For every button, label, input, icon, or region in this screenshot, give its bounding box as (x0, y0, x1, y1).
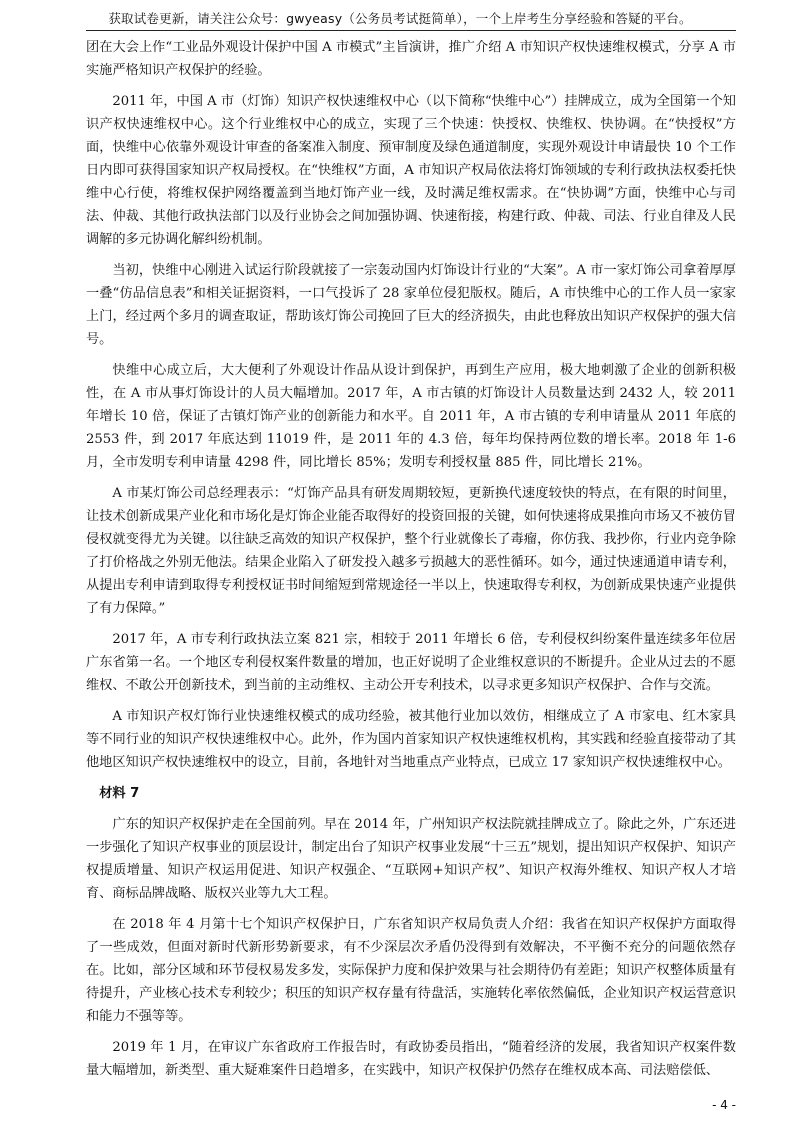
paragraph-3: 当初，快维中心刚进入试运行阶段就接了一宗轰动国内灯饰设计行业的“大案”。A 市一家灯饰公司拿着厚厚一叠“仿品信息表”和相关证据资料，一口气投诉了 28 家单位侵犯版权。随后，A 市快维中心的工作人员一家家上门，经过两个多月的调查取证，帮助该灯饰公司挽回了巨大的经济损失，由此也释放出知识产权保护的强大信号。 (86, 263, 736, 347)
paragraph-7: A 市知识产权灯饰行业快速维权模式的成功经验，被其他行业加以效仿，相继成立了 A 市家电、红木家具等不同行业的知识产权快速维权中心。此外，作为国内首家知识产权快速维权机构，其实践和经验直接带动了其他地区知识产权快速维权中的设立，目前，各地针对当地重点产业特点，已成立 17 家知识产权快速维权中心。 (86, 709, 736, 770)
paragraph-6: 2017 年，A 市专利行政执法立案 821 宗，相较于 2011 年增长 6 倍，专利侵权纠纷案件量连续多年位居广东省第一名。一个地区专利侵权案件数量的增加，也正好说明了企业维权意识的不断提升。企业从过去的不愿维权、不敢公开创新技术，到当前的主动维权、主动公开专利技术，以寻求更多知识产权保护、合作与交流。 (86, 632, 736, 693)
paragraph-5: A 市某灯饰公司总经理表示：“灯饰产品具有研发周期较短，更新换代速度较快的特点，在有限的时间里，让技术创新成果产业化和市场化是灯饰企业能否取得好的投资回报的关键，如何快速将成果推向市场又不被仿冒侵权就变得尤为关键。以往缺乏高效的知识产权保护，整个行业就像长了毒瘤，你仿我、我抄你，行业内竞争除了打价格战之外别无他法。结果企业陷入了研发投入越多亏损越大的恶性循环。如今，通过快速通道申请专利，从提出专利申请到取得专利授权证书时间缩短到常规途径一半以上，快速取得专利权，为创新成果快速产业提供了有力保障。” (86, 486, 736, 616)
page-header: 获取试卷更新，请关注公众号：gwyeasy（公务员考试挺简单），一个上岸考生分享经验和答疑的平台。 (108, 11, 692, 26)
paragraph-2: 2011 年，中国 A 市（灯饰）知识产权快速维权中心（以下简称“快维中心”）挂牌成立，成为全国第一个知识产权快速维权中心。这个行业维权中心的成立，实现了三个快速：快授权、快维权、快协调。在“快授权”方面，快维中心依靠外观设计审查的备案准入制度、预审制度及绿色通道制度，实现外观设计申请最快 10 个工作日内即可获得国家知识产权局授权。在“快维权”方面，A 市知识产权局依法将灯饰领域的专利行政执法权委托快维中心行使，将维权保护网络覆盖到当地灯饰产业一线，及时满足维权需求。在“快协调”方面，快维中心与司法、仲裁、其他行政执法部门以及行业协会之间加强协调、快速衔接，构建行政、仲裁、司法、行业自律及人民调解的多元协调化解纠纷机制。 (86, 94, 736, 247)
paragraph-9: 在 2018 年 4 月第十七个知识产权保护日，广东省知识产权局负责人介绍：我省在知识产权保护方面取得了一些成效，但面对新时代新形势新要求，有不少深层次矛盾仍没得到有效解决，不平衡不充分的问题依然存在。比如，部分区域和环节侵权易发多发，实际保护力度和保护效果与社会期待仍有差距；知识产权整体质量有待提升，产业核心技术专利较少；积压的知识产权存量有待盘活，实施转化率依然偏低，企业知识产权运营意识和能力不强等等。 (86, 917, 736, 1024)
paragraph-1: 团在大会上作“工业品外观设计保护中国 A 市模式”主旨演讲，推广介绍 A 市知识产权快速维权模式，分享 A 市实施严格知识产权保护的经验。 (86, 40, 736, 78)
paragraph-8: 广东的知识产权保护走在全国前列。早在 2014 年，广州知识产权法院就挂牌成立了。除此之外，广东还进一步强化了知识产权事业的顶层设计，制定出台了知识产权事业发展“十三五”规划，提出知识产权保护、知识产权提质增量、知识产权运用促进、知识产权强企、“互联网+知识产权”、知识产权海外维权、知识产权人才培育、商标品牌战略、版权兴业等九大工程。 (86, 817, 736, 901)
paragraph-10: 2019 年 1 月，在审议广东省政府工作报告时，有政协委员指出，“随着经济的发展，我省知识产权案件数量大幅增加，新类型、重大疑难案件日趋增多，在实践中，知识产权保护仍然存在维权成本高、司法赔偿低、 (86, 1040, 736, 1078)
section-heading: 材料 7 (99, 786, 140, 801)
paragraph-4: 快维中心成立后，大大便利了外观设计作品从设计到保护，再到生产应用，极大地刺激了企业的创新积极性，在 A 市从事灯饰设计的人员大幅增加。2017 年，A 市古镇的灯饰设计人员数量达到 2432 人，较 2011 年增长 10 倍，保证了古镇灯饰产业的创新能力和水平。自 2011 年，A 市古镇的专利申请量从 2011 年底的 2553 件，到 2017 年底达到 11019 件，是 2011 年的 4.3 倍，每年均保持两位数的增长率。2018 年 1-6 月，全市发明专利申请量 4298 件，同比增长 85%；发明专利授权量 885 件，同比增长 21%。 (86, 363, 736, 470)
page-number: - 4 - (712, 1098, 736, 1112)
document-body (86, 36, 736, 1090)
header-divider (86, 30, 736, 31)
